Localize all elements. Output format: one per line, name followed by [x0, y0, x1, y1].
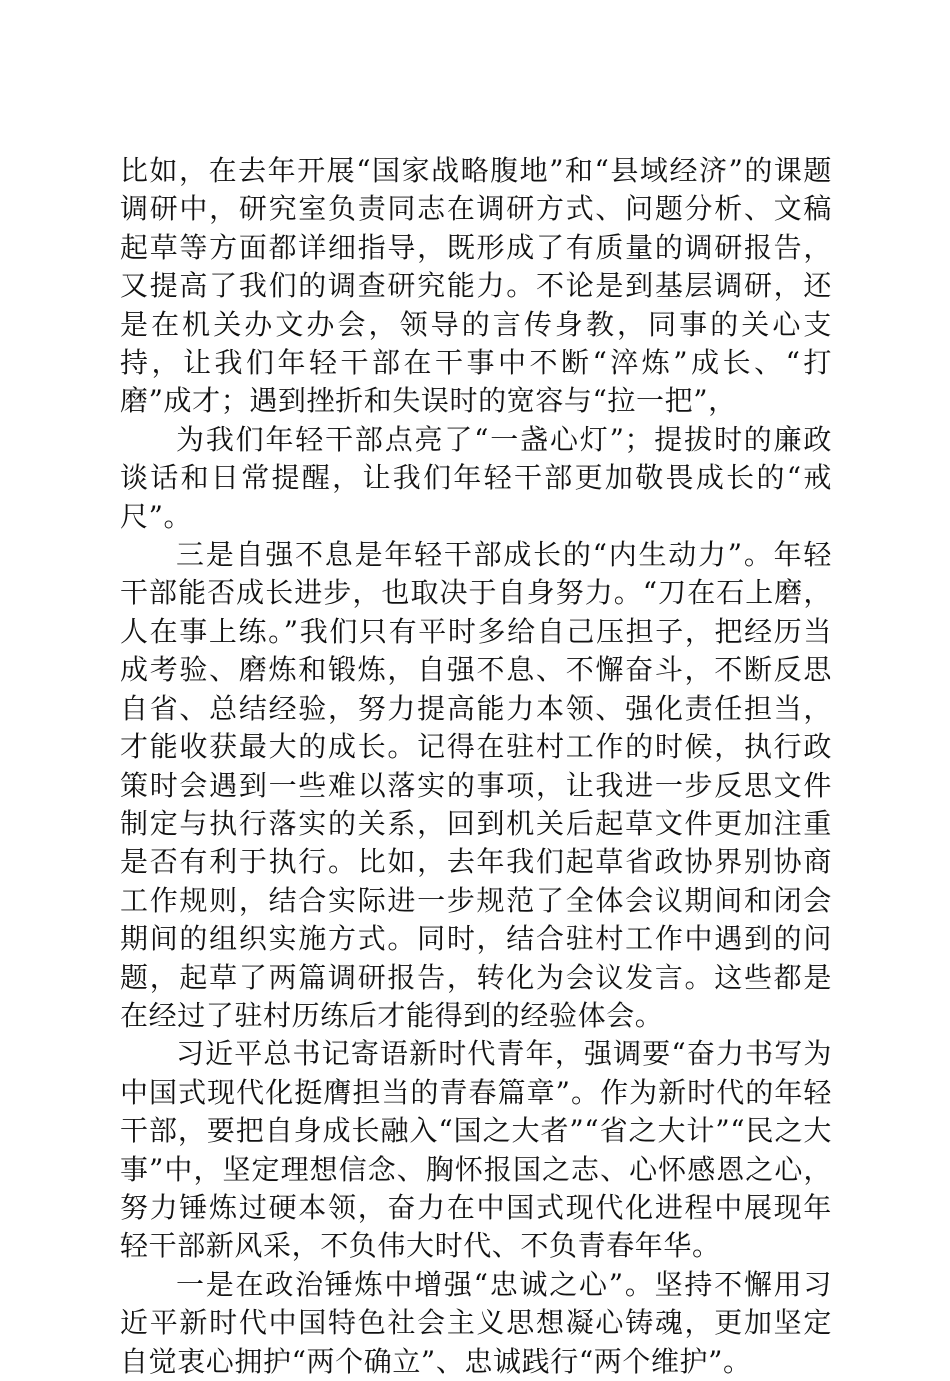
paragraph-3: 三是自强不息是年轻干部成长的“内生动力”。年轻干部能否成长进步，也取决于自身努力。“刀在石上磨，人在事上练。”我们只有平时多给自己压担子，把经历当成考验、磨炼和锻炼，自强不息、不懈奋斗，不断反思自省、总结经验，努力提高能力本领、强化责任担当，才能收获最大的成长。记得在驻村工作的时候，执行政策时会遇到一些难以落实的事项，让我进一步反思文件制定与执行落实的关系，回到机关后起草文件更加注重是否有利于执行。比如，去年我们起草省政协界别协商工作规则，结合实际进一步规范了全体会议期间和闭会期间的组织实施方式。同时，结合驻村工作中遇到的问题，起草了两篇调研报告，转化为会议发言。这些都是在经过了驻村历练后才能得到的经验体会。 — [120, 538, 832, 1032]
paragraph-2: 为我们年轻干部点亮了“一盏心灯”；提拔时的廉政谈话和日常提醒，让我们年轻干部更加敬畏成长的“戒尺”。 — [120, 422, 832, 533]
paragraph-5: 一是在政治锤炼中增强“忠诚之心”。坚持不懈用习近平新时代中国特色社会主义思想凝心铸魂，更加坚定自觉衷心拥护“两个确立”、忠诚践行“两个维护”。 — [120, 1267, 832, 1378]
paragraph-4: 习近平总书记寄语新时代青年，强调要“奋力书写为中国式现代化挺膺担当的青春篇章”。作为新时代的年轻干部，要把自身成长融入“国之大者”“省之大计”“民之大事”中，坚定理想信念、胸怀报国之志、心怀感恩之心，努力锤炼过硬本领，奋力在中国式现代化进程中展现年轻干部新风采，不负伟大时代、不负青春年华。 — [120, 1037, 832, 1263]
document-body — [120, 152, 832, 1381]
paragraph-1: 比如，在去年开展“国家战略腹地”和“县域经济”的课题调研中，研究室负责同志在调研方式、问题分析、文稿起草等方面都详细指导，既形成了有质量的调研报告，又提高了我们的调查研究能力。不论是到基层调研，还是在机关办文办会，领导的言传身教，同事的关心支持，让我们年轻干部在干事中不断“淬炼”成长、“打磨”成才；遇到挫折和失误时的宽容与“拉一把”， — [120, 154, 832, 418]
